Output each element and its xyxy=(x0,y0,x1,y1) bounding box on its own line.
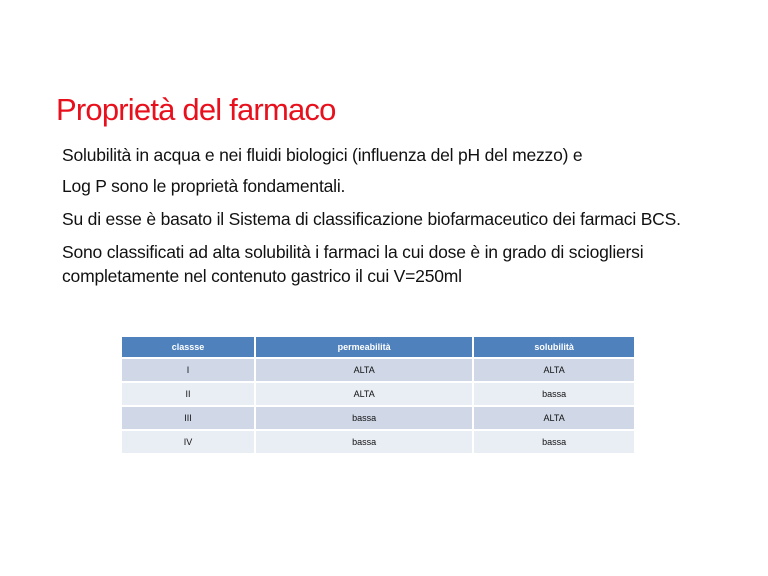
column-header-solubilita: solubilità xyxy=(473,337,634,358)
table-cell: I xyxy=(122,358,255,382)
table-row xyxy=(122,430,634,453)
paragraph: Log P sono le proprietà fondamentali. xyxy=(62,176,346,196)
paragraph: Sono classificati ad alta solubilità i farmaci la cui dose è in grado di sciogliersi completamente nel contenuto gastrico il cui V=250ml xyxy=(62,242,644,286)
table-cell: II xyxy=(122,382,255,406)
table-cell: ALTA xyxy=(255,382,473,406)
slide-title: Proprietà del farmaco xyxy=(56,92,336,127)
table-row xyxy=(122,406,634,430)
column-header-classe: classse xyxy=(122,337,255,358)
table-row xyxy=(122,382,634,406)
column-header-permeabilita: permeabilità xyxy=(255,337,473,358)
table-cell: ALTA xyxy=(473,406,634,430)
table-cell: bassa xyxy=(255,430,473,453)
table-header-row xyxy=(122,337,634,358)
table-row xyxy=(122,358,634,382)
table-cell: bassa xyxy=(255,406,473,430)
paragraph: Solubilità in acqua e nei fluidi biologici (influenza del pH del mezzo) e xyxy=(62,145,583,165)
table-cell: IV xyxy=(122,430,255,453)
table-cell: ALTA xyxy=(473,358,634,382)
bcs-table xyxy=(122,337,634,453)
table-cell: bassa xyxy=(473,382,634,406)
table-cell: bassa xyxy=(473,430,634,453)
paragraph: Su di esse è basato il Sistema di classificazione biofarmaceutico dei farmaci BCS. xyxy=(62,209,681,229)
table-cell: III xyxy=(122,406,255,430)
slide-body xyxy=(62,143,722,297)
table-cell: ALTA xyxy=(255,358,473,382)
